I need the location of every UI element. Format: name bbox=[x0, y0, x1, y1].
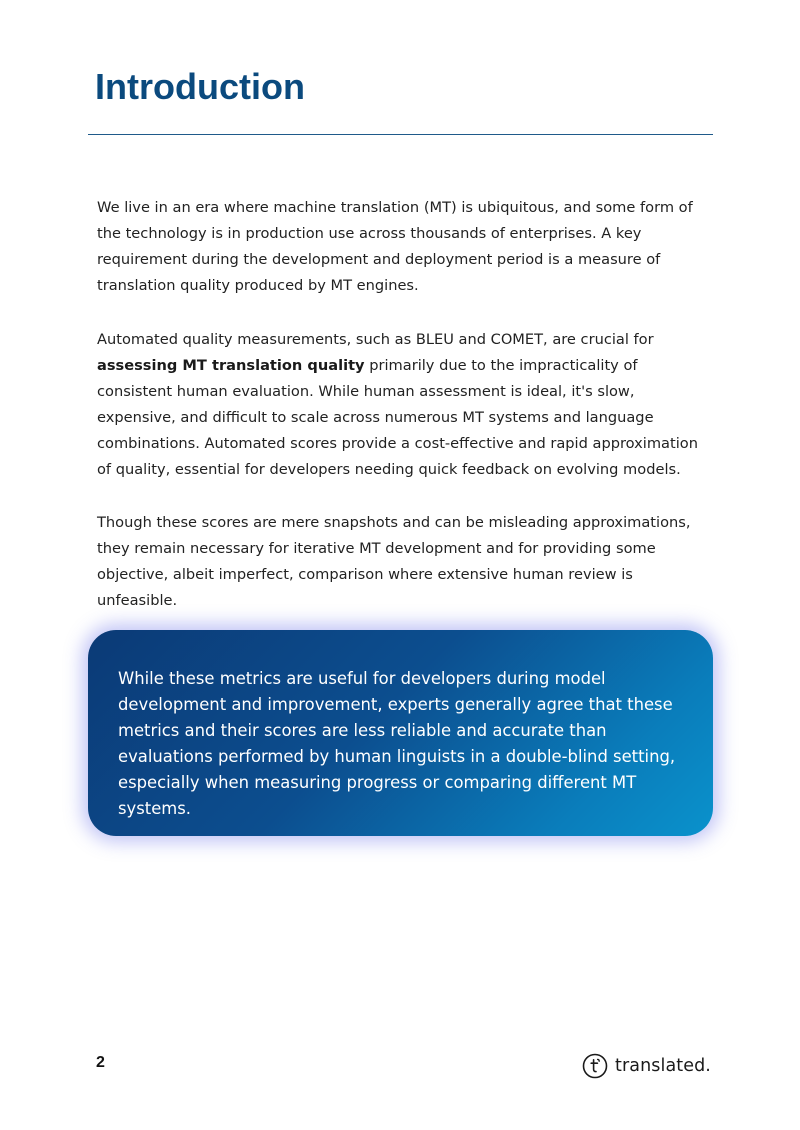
paragraph-text: Automated quality measurements, such as BLEU and COMET, are crucial for bbox=[97, 331, 654, 348]
paragraph-snapshots: Though these scores are mere snapshots and can be misleading approximations, they remain necessary for iterative MT development and for providing some objective, albeit imperfect, comparison where extensive human review is unfeasible. bbox=[97, 514, 691, 609]
page-number: 2 bbox=[96, 1054, 105, 1071]
callout-box bbox=[88, 630, 713, 836]
page-title: Introduction bbox=[95, 66, 305, 107]
paragraph-automated-metrics bbox=[97, 327, 712, 483]
title-divider bbox=[88, 134, 713, 135]
callout-text: While these metrics are useful for developers during model development and improvement, experts generally agree that these metrics and their scores are less reliable and accurate than evaluations performed by human linguists in a double-blind setting, especially when measuring progress or comparing different MT systems. bbox=[118, 669, 676, 818]
brand-name: translated. bbox=[615, 1056, 711, 1076]
brand-logo bbox=[582, 1052, 711, 1080]
bold-phrase: assessing MT translation quality bbox=[97, 357, 365, 374]
paragraph-intro: We live in an era where machine translation (MT) is ubiquitous, and some form of the technology is in production use across thousands of enterprises. A key requirement during the development and deployment period is a measure of translation quality produced by MT engines. bbox=[97, 199, 693, 294]
paragraph-text: primarily due to the impracticality of consistent human evaluation. While human assessment is ideal, it's slow, expensive, and difficult to scale across numerous MT systems and language combinations. Automated scores provide a cost-effective and rapid approximation of quality, essential for developers needing quick feedback on evolving models. bbox=[97, 357, 698, 478]
translated-logo-icon bbox=[582, 1053, 608, 1079]
